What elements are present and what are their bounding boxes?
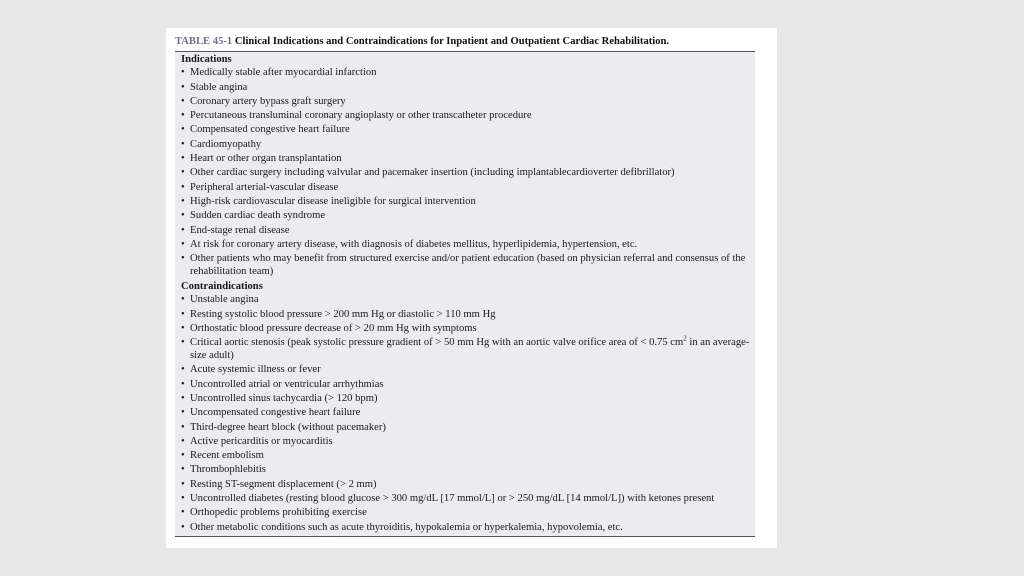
bullet-icon: • [181, 95, 185, 107]
bullet-icon: • [181, 323, 185, 335]
indication-item [181, 96, 751, 109]
table-45-1 [175, 35, 755, 537]
bullet-icon: • [181, 364, 185, 376]
list-item-text: Stable angina [190, 81, 248, 93]
bullet-icon: • [181, 464, 185, 476]
list-item-text: Resting ST-segment displacement (> 2 mm) [190, 478, 377, 490]
indication-item [181, 124, 751, 137]
list-item-text: Compensated congestive heart failure [190, 124, 350, 136]
contraindication-item [181, 436, 751, 449]
bullet-icon: • [181, 224, 185, 236]
bullet-icon: • [181, 378, 185, 390]
list-item-text: Other cardiac surgery including valvular and pacemaker insertion (including implantablecardioverter defibrillator) [190, 167, 675, 179]
contraindication-item [181, 507, 751, 520]
contraindication-item [181, 522, 751, 535]
list-item-text: Coronary artery bypass graft surgery [190, 95, 346, 107]
indication-item [181, 196, 751, 209]
bullet-icon: • [181, 138, 185, 150]
bullet-icon: • [181, 210, 185, 222]
indications-list [181, 67, 751, 278]
list-item-text: Uncontrolled atrial or ventricular arrhythmias [190, 378, 384, 390]
list-item-text: Unstable angina [190, 294, 259, 306]
indication-item [181, 253, 751, 278]
list-item-text [190, 334, 750, 362]
bullet-icon: • [181, 81, 185, 93]
list-item-text: Uncontrolled diabetes (resting blood glucose > 300 mg/dL [17 mmol/L] or > 250 mg/dL [14 mmol/L]) with ketones present [190, 493, 715, 505]
contraindication-item [181, 493, 751, 506]
indication-item [181, 110, 751, 123]
list-item-text: Heart or other organ transplantation [190, 153, 342, 165]
bullet-icon: • [181, 195, 185, 207]
aortic-text-after: in an average-size adult) [190, 337, 750, 362]
list-item-text: Acute systemic illness or fever [190, 364, 321, 376]
table-number: TABLE 45-1 [175, 36, 233, 47]
contraindication-item [181, 323, 751, 336]
list-item-text: Uncompensated congestive heart failure [190, 407, 361, 419]
contraindication-item [181, 294, 751, 307]
bullet-icon: • [181, 153, 185, 165]
contraindications-heading: Contraindications [181, 281, 263, 293]
list-item-text: Other metabolic conditions such as acute thyroiditis, hypokalemia or hyperkalemia, hypovolemia, etc. [190, 521, 623, 533]
bullet-icon: • [181, 478, 185, 490]
list-item-text: Other patients who may benefit from structured exercise and/or patient education (based on physician referral and consensus of the rehabilitation team) [190, 253, 746, 277]
contraindication-item [181, 479, 751, 492]
indication-item [181, 167, 751, 180]
bullet-icon: • [181, 450, 185, 462]
list-item-text: Percutaneous transluminal coronary angioplasty or other transcatheter procedure [190, 110, 532, 122]
list-item-text: High-risk cardiovascular disease ineligible for surgical intervention [190, 195, 476, 207]
bullet-icon: • [181, 67, 185, 79]
bullet-icon: • [181, 294, 185, 306]
indication-item [181, 210, 751, 223]
indications-heading: Indications [181, 54, 232, 65]
document-page [166, 28, 777, 548]
contraindication-item [181, 450, 751, 463]
bullet-icon: • [181, 238, 185, 250]
list-item-text: Medically stable after myocardial infarction [190, 67, 377, 79]
contraindication-item [181, 393, 751, 406]
list-item-text: Active pericarditis or myocarditis [190, 435, 333, 447]
bullet-icon: • [181, 167, 185, 179]
contraindication-item [181, 309, 751, 322]
list-item-text: Thrombophlebitis [190, 464, 266, 476]
list-item-text: Resting systolic blood pressure > 200 mm Hg or diastolic > 110 mm Hg [190, 308, 496, 320]
list-item-text: At risk for coronary artery disease, with diagnosis of diabetes mellitus, hyperlipidemia, hypertension, etc. [190, 238, 638, 250]
indication-item [181, 225, 751, 238]
contraindications-list [181, 294, 751, 534]
indication-item [181, 67, 751, 80]
bullet-icon: • [181, 253, 185, 265]
aortic-text-before: Critical aortic stenosis (peak systolic pressure gradient of > 50 mm Hg with an aortic valve orifice area of < 0.75 cm [190, 337, 684, 349]
contraindication-item [181, 334, 751, 362]
list-item-text: Sudden cardiac death syndrome [190, 210, 326, 222]
list-item-text: Orthostatic blood pressure decrease of > 20 mm Hg with symptoms [190, 323, 477, 335]
bullet-icon: • [181, 421, 185, 433]
bullet-icon: • [181, 308, 185, 320]
contraindication-item [181, 379, 751, 392]
list-item-text: Orthopedic problems prohibiting exercise [190, 507, 367, 519]
bullet-icon: • [181, 521, 185, 533]
list-item-text: Recent embolism [190, 450, 264, 462]
list-item-text: Cardiomyopathy [190, 138, 262, 150]
indication-item [181, 239, 751, 252]
bullet-icon: • [181, 392, 185, 404]
bullet-icon: • [181, 435, 185, 447]
indication-item [181, 153, 751, 166]
bullet-icon: • [181, 337, 185, 349]
indication-item [181, 139, 751, 152]
contraindication-item [181, 364, 751, 377]
contraindication-item [181, 407, 751, 420]
indication-item [181, 82, 751, 95]
list-item-text: Peripheral arterial-vascular disease [190, 181, 339, 193]
bullet-icon: • [181, 493, 185, 505]
contraindication-item [181, 464, 751, 477]
bullet-icon: • [181, 110, 185, 122]
bullet-icon: • [181, 407, 185, 419]
bullet-icon: • [181, 507, 185, 519]
table-body [175, 52, 755, 537]
list-item-text: End-stage renal disease [190, 224, 290, 236]
list-item-text: Third-degree heart block (without pacemaker) [190, 421, 386, 433]
bullet-icon: • [181, 124, 185, 136]
aortic-superscript: 2 [683, 334, 687, 343]
table-caption [175, 35, 755, 52]
list-item-text: Uncontrolled sinus tachycardia (> 120 bpm) [190, 392, 378, 404]
table-title: Clinical Indications and Contraindications for Inpatient and Outpatient Cardiac Rehabilitation. [234, 36, 670, 47]
indication-item [181, 182, 751, 195]
contraindication-item [181, 422, 751, 435]
bullet-icon: • [181, 181, 185, 193]
